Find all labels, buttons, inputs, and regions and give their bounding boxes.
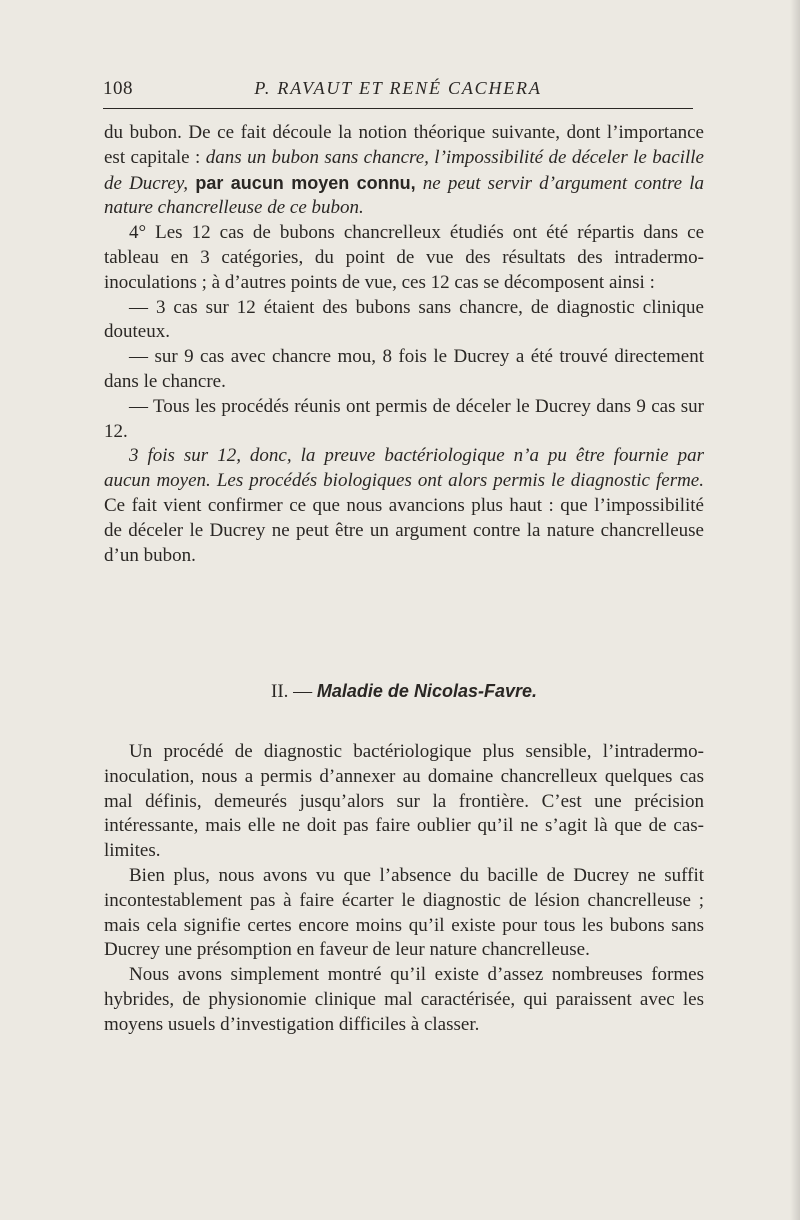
paragraph-bubon-conclusion: du bubon. De ce fait découle la notion théorique suivante, dont l’importance est capitale : dans un bubon sans chancre, l’impossibilité de déceler le bacille de Ducrey, par aucun moyen connu, ne peut servir d’argument contre la nature chancrelleuse de ce bubon. <box>104 122 704 219</box>
bold-emphasis: par aucun moyen connu, <box>188 172 416 193</box>
paragraph-hybrid-forms: Nous avons simplement montré qu’il existe d’assez nombreuses formes hybrides, de physionomie clinique mal caractérisée, qui paraissent avec les moyens usuels d’investigation difficiles à classer. <box>104 964 704 1035</box>
page-header <box>103 78 693 104</box>
paragraph-proof: 3 fois sur 12, donc, la preuve bactériologique n’a pu être fournie par aucun moyen. Les procédés biologiques ont alors permis le diagnostic ferme. Ce fait vient confirmer ce que nous avancions plus haut : que l’impossibilité de déceler le Ducrey ne peut être un argument contre la nature chancrelleuse d’un bubon. <box>104 445 704 566</box>
body-text-top <box>104 121 704 568</box>
paragraph-categories: 4° Les 12 cas de bubons chancrelleux étudiés ont été répartis dans ce tableau en 3 catégories, du point de vue des résultats des intradermo-inoculations ; à d’autres points de vue, ces 12 cas se décomposent ainsi : <box>104 222 704 293</box>
italic-emphasis: dans un bubon sans chancre, l’impossibilité de déceler le bacille de Ducrey, <box>104 146 704 194</box>
header-rule <box>103 108 693 109</box>
section-heading <box>104 681 704 703</box>
italic-emphasis: 3 fois sur 12, donc, la preuve bactériologique n’a pu être fournie par aucun moyen. Les procédés biologiques ont alors permis le diagnostic ferme. <box>104 445 704 492</box>
running-title: P. RAVAUT ET RENÉ CACHERA <box>254 78 542 98</box>
paragraph-intradermo: Un procédé de diagnostic bactériologique plus sensible, l’intradermo-inoculation, nous a permis d’annexer au domaine chancrelleux quelques cas mal définis, demeurés jusqu’alors sur la frontière. C’est une précision intéressante, mais elle ne doit pas faire oublier qu’il ne s’agit là que de cas-limites. <box>104 741 704 862</box>
page-edge-shadow <box>790 0 800 1220</box>
paragraph-ducrey-absence: Bien plus, nous avons vu que l’absence du bacille de Ducrey ne suffit incontestablement pas à faire écarter le diagnostic de lésion chancrelleuse ; mais cela signifie certes encore moins qu’il existe pour tous les bubons sans Ducrey une présomption en faveur de leur nature chancrelleuse. <box>104 864 704 961</box>
section-title: Maladie de Nicolas-Favre. <box>316 681 537 701</box>
page-number: 108 <box>103 78 133 99</box>
paragraph-dash-2: — sur 9 cas avec chancre mou, 8 fois le Ducrey a été trouvé directement dans le chancre. <box>104 346 704 392</box>
paragraph-dash-1: — 3 cas sur 12 étaient des bubons sans chancre, de diagnostic clinique douteux. <box>104 296 704 343</box>
section-number: II. — <box>271 681 317 702</box>
paragraph-dash-3: — Tous les procédés réunis ont permis de déceler le Ducrey dans 9 cas sur 12. <box>104 395 704 442</box>
italic-emphasis: ne peut servir d’argument contre la nature chancrelleuse de ce bubon. <box>104 172 704 219</box>
body-text-bottom <box>104 740 704 1038</box>
